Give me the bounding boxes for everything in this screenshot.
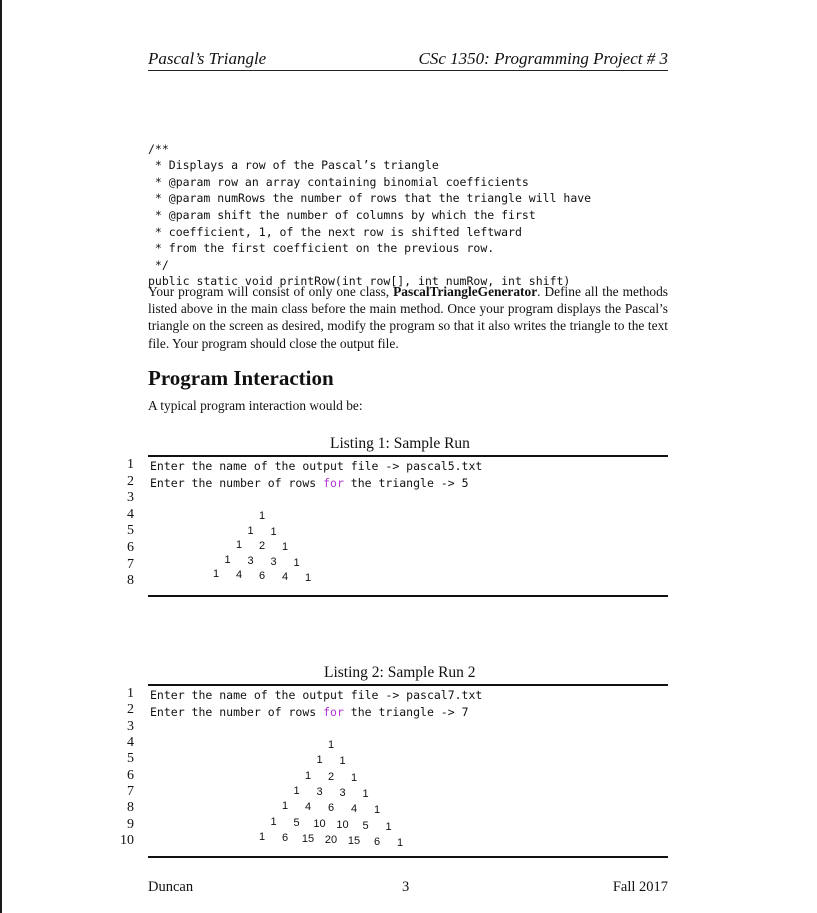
line-number: 4 [127,735,134,751]
line-number: 2 [127,702,134,718]
code-line: * @param row an array containing binomial coefficients [148,174,529,189]
triangle-value: 1 [281,541,289,553]
triangle-value: 1 [316,754,323,767]
line-number: 7 [127,784,134,800]
description-paragraph [148,283,668,352]
line-number: 5 [127,523,134,539]
triangle-value: 15 [347,834,361,847]
triangle-value: 6 [281,831,289,844]
triangle-value: 1 [270,815,277,828]
code-text: Enter the number of rows [150,476,324,490]
triangle-value: 6 [258,570,266,582]
triangle-value: 10 [336,818,349,831]
listing1-bottom-rule [148,595,668,597]
triangle-value: 2 [327,770,335,783]
line-number: 6 [127,767,134,783]
code-text: Enter the number of rows [150,705,324,719]
code-text: the triangle -> 7 [343,705,469,719]
triangle-value: 3 [316,785,323,798]
javadoc-block [148,124,591,307]
triangle-value: 3 [339,786,346,799]
triangle-value: 6 [373,835,381,848]
triangle-value: 1 [373,804,381,817]
para-text: . Define all the methods listed above in the main class before the main method. Once your program displays the Pascal’s triangle on the screen as desired, modify the program so that it also writes the triangle to the text file. Your program should close the output file. [148,284,668,351]
code-line: * @param shift the number of columns by which the first [148,207,536,222]
triangle-value: 1 [258,830,266,843]
header-course: CSc 1350: Programming Project # 3 [418,49,668,68]
code-line: * Displays a row of the Pascal’s triangle [148,158,439,173]
triangle-value: 5 [362,819,369,832]
triangle-value: 1 [339,755,346,768]
code-line: * @param numRows the number of rows that the triangle will have [148,191,592,206]
line-number: 4 [127,506,134,522]
line-number: 8 [127,800,134,816]
listing1-line1: Enter the name of the output file -> pascal5.txt [150,459,483,473]
triangle-value: 1 [247,524,254,537]
triangle-value: 4 [235,569,243,581]
triangle-value: 3 [270,555,277,568]
line-number: 1 [127,686,134,701]
listing2-caption: Listing 2: Sample Run 2 [324,664,476,681]
para-text: Your program will consist of only one class, [148,284,394,299]
triangle-value: 1 [304,769,312,782]
triangle-value: 1 [293,556,300,569]
triangle-value: 1 [281,800,289,813]
listing2-top-rule [148,684,668,686]
listing2-line2 [150,705,469,719]
section-intro: A typical program interaction would be: [148,398,363,413]
triangle-value: 6 [327,802,335,815]
triangle-value: 5 [293,816,300,829]
triangle-value: 1 [224,553,231,566]
triangle-value: 2 [258,540,266,552]
footer-author: Duncan [148,879,194,895]
triangle-value: 10 [313,817,326,830]
line-number: 6 [127,540,134,555]
triangle-value: 1 [270,525,277,538]
line-number: 5 [127,751,134,767]
listing1-caption: Listing 1: Sample Run [330,435,470,452]
triangle-value: 15 [301,832,315,845]
triangle-value: 1 [385,820,392,833]
header-title: Pascal’s Triangle [148,49,267,68]
class-name: PascalTriangleGenerator [393,284,538,299]
listing1-top-rule [148,455,668,457]
line-number: 9 [127,816,134,832]
footer-term: Fall 2017 [612,879,668,895]
code-line: public static void printRow(int row[], int numRow, int shift) [148,274,571,289]
keyword-for: for [323,476,344,490]
triangle-value: 1 [304,572,312,584]
code-line: /** [148,141,169,156]
triangle-value: 3 [247,554,254,567]
listing2-bottom-rule [148,856,668,858]
triangle-value: 1 [362,787,369,800]
triangle-value: 1 [327,739,335,751]
keyword-for: for [323,705,344,719]
line-number: 10 [120,833,134,849]
triangle-value: 1 [396,836,404,849]
triangle-value: 4 [281,571,289,583]
line-number: 7 [127,556,134,572]
section-title: Program Interaction [148,366,334,390]
triangle-value: 4 [304,801,312,814]
listing1-line2 [150,476,469,490]
code-line: * coefficient, 1, of the next row is shifted leftward [148,224,522,239]
line-number: 1 [127,457,134,472]
code-line: */ [148,257,169,272]
listing2-line1: Enter the name of the output file -> pascal7.txt [150,688,483,702]
triangle-value: 1 [258,510,266,522]
line-number: 3 [127,718,134,734]
line-number: 2 [127,473,134,489]
line-number: 3 [127,490,134,506]
code-line: * from the first coefficient on the previous row. [148,241,495,256]
line-number: 8 [127,573,134,589]
page-edge [0,0,2,913]
triangle-value: 1 [235,539,243,551]
triangle-value: 20 [324,833,338,846]
code-text: the triangle -> 5 [343,476,469,490]
header-rule [148,70,668,71]
footer-page: 3 [402,879,410,895]
triangle-value: 4 [350,803,358,816]
triangle-value: 1 [212,568,220,580]
triangle-value: 1 [350,771,358,784]
triangle-value: 1 [293,784,300,797]
